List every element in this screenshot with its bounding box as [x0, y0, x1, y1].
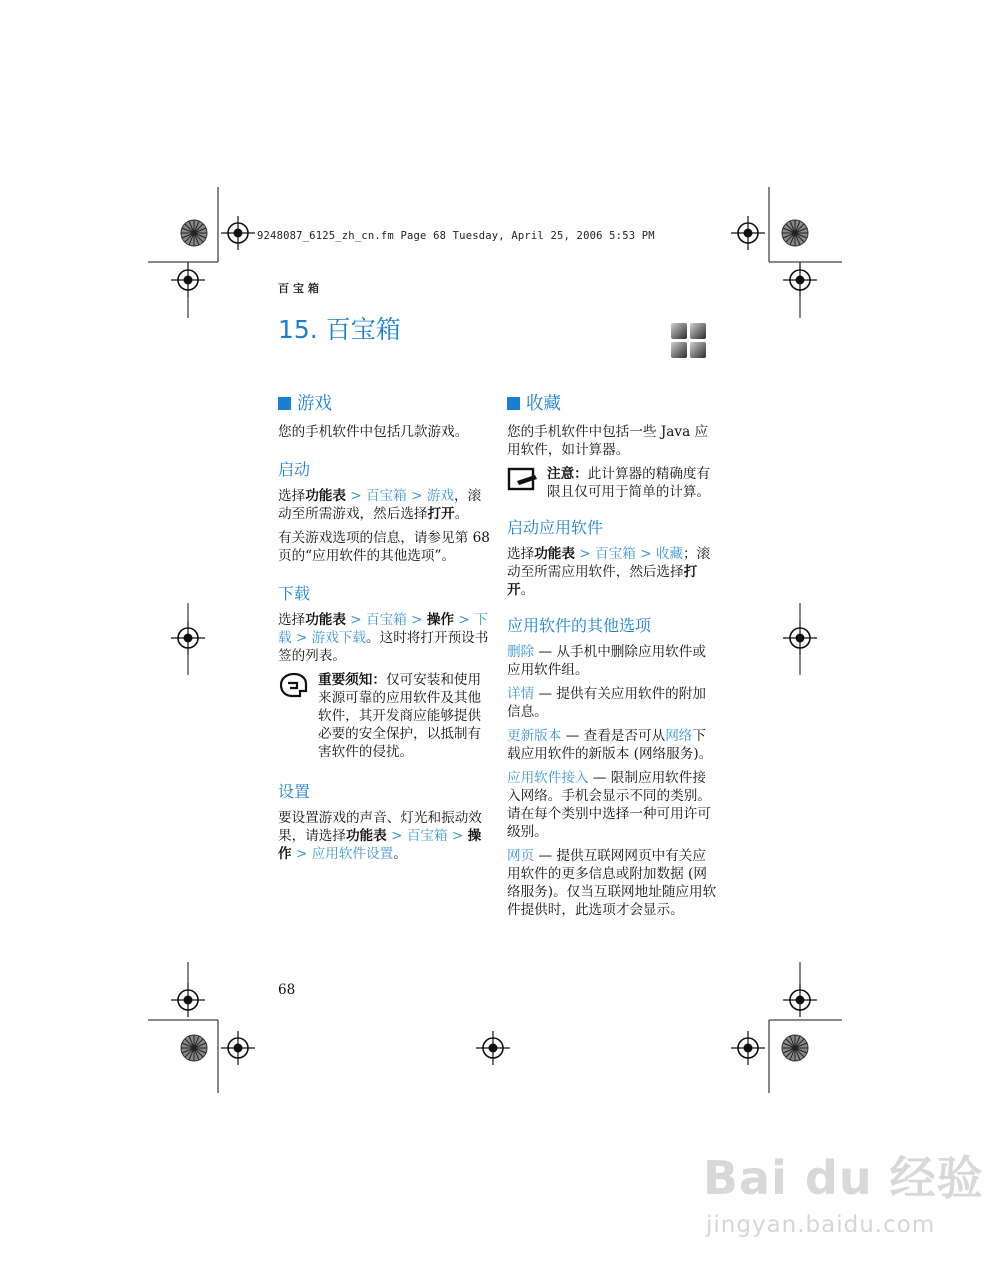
running-head: 百宝箱 — [278, 282, 323, 295]
subsection-title-settings: 设置 — [278, 782, 311, 801]
important-note — [278, 671, 490, 761]
hand-warning-icon — [278, 671, 310, 699]
launch-reference: 有关游戏选项的信息，请参见第 68 页的“应用软件的其他选项”。 — [278, 530, 490, 564]
section-title-collection: 收藏 — [507, 395, 719, 413]
subsection-title-download: 下载 — [278, 584, 311, 603]
option-item-web-page: 网页 — 提供互联网网页中有关应用软件的更多信息或附加数据 (网络服务)。仅当互联网地址随应用软件提供时，此选项才会显示。 — [507, 848, 717, 918]
launch-instructions: 选择功能表 > 百宝箱 > 游戏，滚动至所需游戏，然后选择打开。 — [278, 488, 482, 522]
right-column — [507, 395, 719, 925]
square-bullet-icon — [278, 397, 291, 410]
square-bullet-icon — [507, 397, 520, 410]
baidu-jingyan-watermark: Bai du 经验 — [703, 1151, 984, 1205]
subsection-title-other-options: 应用软件的其他选项 — [507, 616, 652, 635]
section-title-games: 游戏 — [278, 395, 490, 413]
option-item-app-access: 应用软件接入 — 限制应用软件接入网络。手机会显示不同的类别。请在每个类别中选择一种可用许可级别。 — [507, 770, 711, 840]
left-column — [278, 395, 490, 869]
watermark-url: jingyan.baidu.com — [706, 1212, 936, 1238]
subsection-title-launch-app: 启动应用软件 — [507, 518, 604, 537]
page-number: 68 — [278, 982, 296, 998]
collection-intro: 您的手机软件中包括一些 Java 应用软件，如计算器。 — [507, 424, 709, 458]
note-pen-icon — [507, 465, 539, 493]
launch-app-instructions: 选择功能表 > 百宝箱 > 收藏；滚动至所需应用软件，然后选择打开。 — [507, 546, 711, 598]
calculator-note-text: 注意：此计算器的精确度有限且仅可用于简单的计算。 — [547, 466, 711, 500]
option-item-delete: 删除 — 从手机中删除应用软件或应用软件组。 — [507, 644, 706, 678]
settings-instructions: 要设置游戏的声音、灯光和振动效果，请选择功能表 > 百宝箱 > 操作 > 应用软件设置。 — [278, 810, 482, 862]
chapter-title: 15. 百宝箱 — [278, 315, 401, 344]
print-file-info: 9248087_6125_zh_cn.fm Page 68 Tuesday, April 25, 2006 5:53 PM — [257, 230, 655, 242]
games-intro: 您的手机软件中包括几款游戏。 — [278, 424, 469, 440]
important-note-text: 重要须知：仅可安装和使用来源可靠的应用软件及其他软件，其开发商应能够提供必要的安全保护，以抵制有害软件的侵扰。 — [318, 672, 482, 760]
option-item-details: 详情 — 提供有关应用软件的附加信息。 — [507, 686, 706, 720]
subsection-title-launch: 启动 — [278, 460, 311, 479]
download-instructions: 选择功能表 > 百宝箱 > 操作 > 下载 > 游戏下载。这时将打开预设书签的列表。 — [278, 612, 489, 664]
option-item-update: 更新版本 — 查看是否可从网络下载应用软件的新版本 (网络服务)。 — [507, 728, 713, 762]
calculator-note — [507, 465, 719, 501]
apps-grid-icon — [669, 321, 709, 361]
